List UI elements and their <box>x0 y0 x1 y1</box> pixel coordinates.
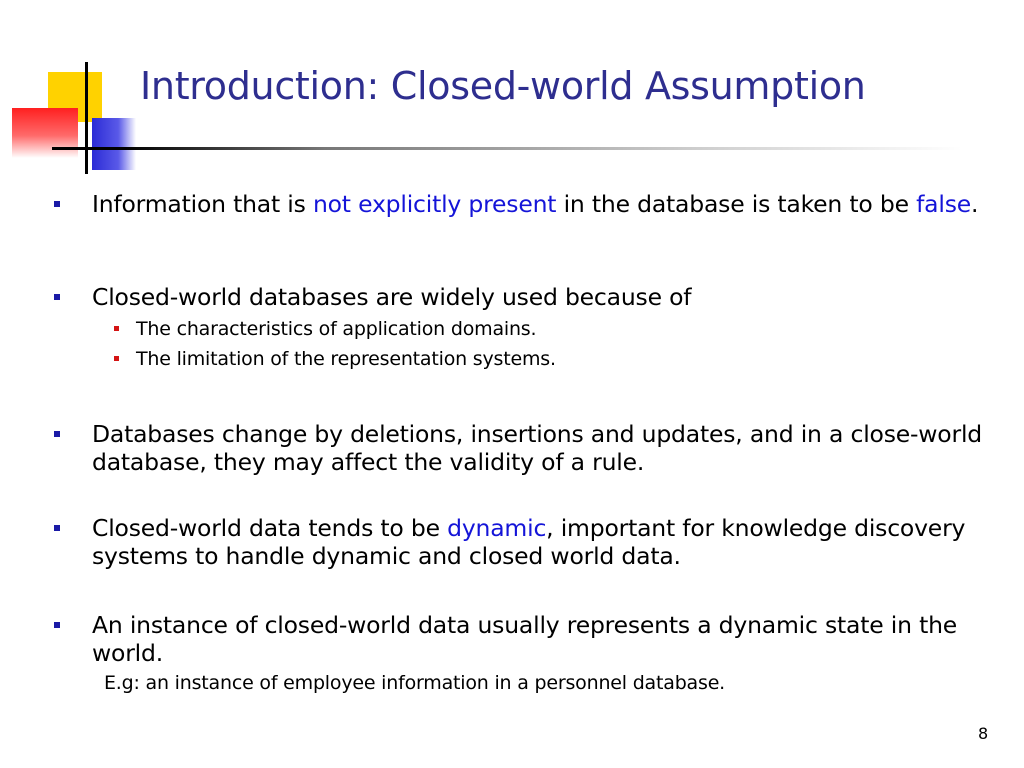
decorative-vertical-line <box>85 62 88 174</box>
title-underline <box>52 147 962 150</box>
decorative-red-square <box>12 108 78 158</box>
slide-title: Introduction: Closed-world Assumption <box>140 64 866 108</box>
bullet-item-1 <box>92 190 992 218</box>
bullet-4-text-part-1: Closed-world data tends to be <box>92 514 448 542</box>
bullet-1-text-part-3: . <box>971 190 979 218</box>
bullet-2-text: Closed-world databases are widely used because of <box>92 283 692 311</box>
red-square-bullet-icon <box>114 326 119 331</box>
bullet-item-5 <box>92 611 992 667</box>
sub-bullet-item-1 <box>136 317 996 341</box>
example-note: E.g: an instance of employee information in a personnel database. <box>104 672 726 694</box>
page-number: 8 <box>978 724 989 743</box>
bullet-4-text-part-2: , important for knowledge discovery systems to handle dynamic and closed world data. <box>92 514 966 570</box>
square-bullet-icon <box>54 201 60 207</box>
square-bullet-icon <box>54 294 60 300</box>
square-bullet-icon <box>54 431 60 437</box>
bullet-item-2 <box>92 283 992 311</box>
sub-bullet-item-2 <box>136 347 996 371</box>
bullet-1-highlight-not-explicitly-present: not explicitly present <box>312 190 557 218</box>
bullet-1-highlight-false: false <box>916 190 972 218</box>
square-bullet-icon <box>54 525 60 531</box>
square-bullet-icon <box>54 622 60 628</box>
bullet-1-text-part-1: Information that is <box>92 190 313 218</box>
bullet-item-4 <box>92 514 992 570</box>
bullet-1-text-part-2: in the database is taken to be <box>556 190 917 218</box>
decorative-blue-square <box>92 118 136 170</box>
bullet-item-3 <box>92 420 992 476</box>
bullet-5-text: An instance of closed-world data usually represents a dynamic state in the world. <box>92 611 958 667</box>
red-square-bullet-icon <box>114 356 119 361</box>
bullet-4-highlight-dynamic: dynamic <box>447 514 547 542</box>
sub-bullet-2-text: The limitation of the representation systems. <box>136 348 556 370</box>
sub-bullet-1-text: The characteristics of application domains. <box>136 318 537 340</box>
bullet-3-text: Databases change by deletions, insertions and updates, and in a close-world database, they may affect the validity of a rule. <box>92 420 982 476</box>
